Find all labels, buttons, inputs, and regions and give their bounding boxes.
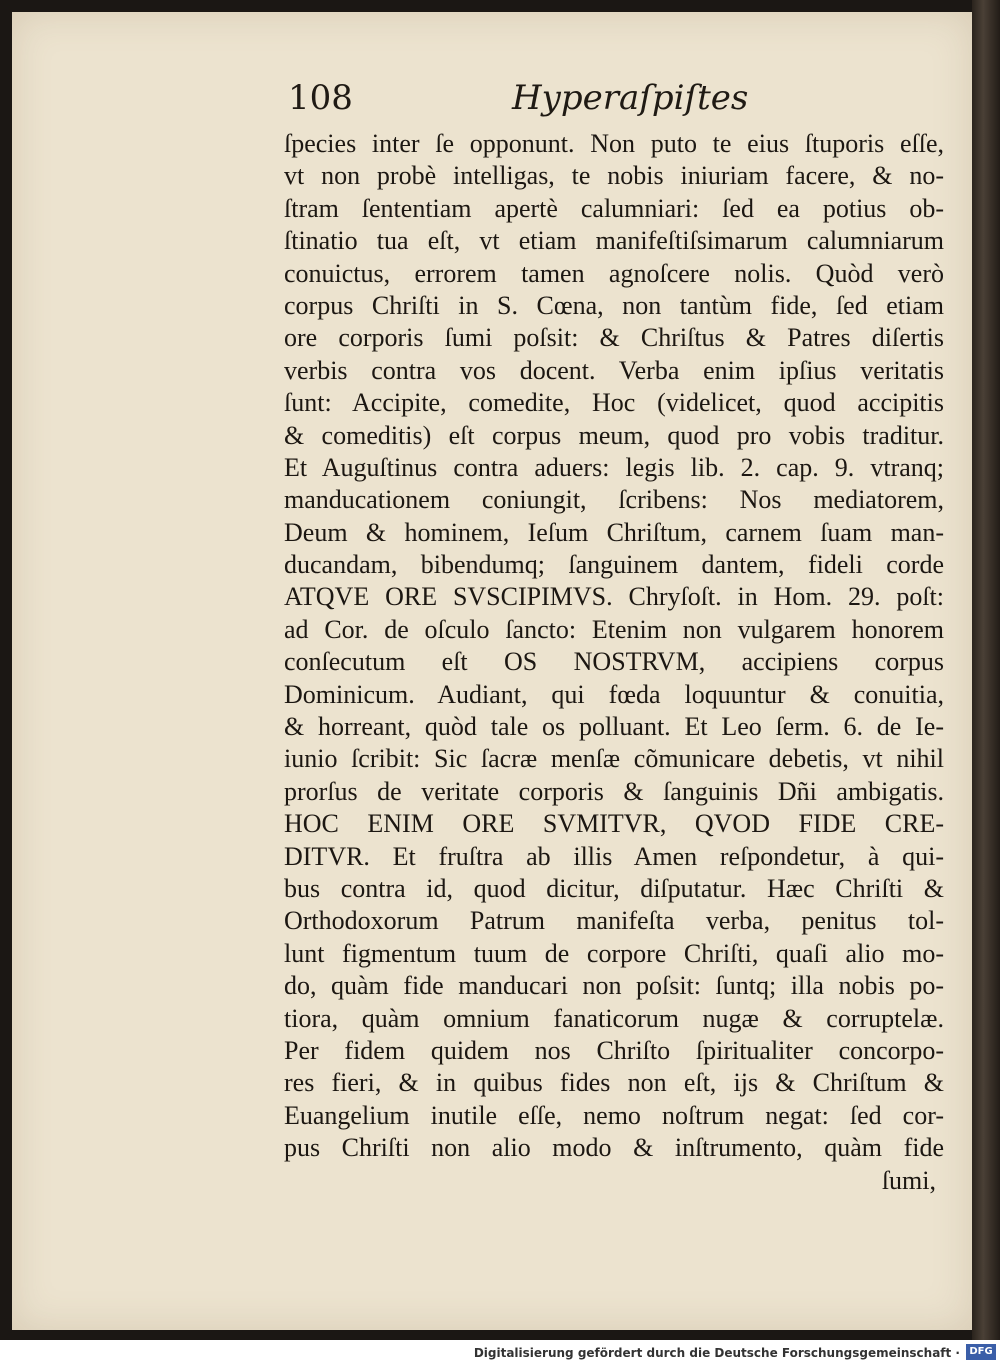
text-line: DITVR. Et fruſtra ab illis Amen reſpondetur, à qui- bbox=[284, 841, 944, 871]
text-line: HOC ENIM ORE SVMITVR, QVOD FIDE CRE- bbox=[284, 809, 944, 839]
body-text bbox=[284, 128, 944, 1197]
catchword: ſumi, bbox=[881, 1165, 936, 1195]
text-line: ſpecies inter ſe opponunt. Non puto te eius ſtuporis eſſe, bbox=[284, 129, 944, 158]
text-line: lunt figmentum tuum de corpore Chriſti, quaſi alio mo- bbox=[284, 938, 944, 968]
text-line: bus contra id, quod dicitur, diſputatur. Hæc Chriſti & bbox=[284, 873, 944, 903]
text-line: prorſus de veritate corporis & ſanguinis Dñi ambigatis. bbox=[284, 776, 944, 806]
text-line: vt non probè intelligas, te nobis iniuriam facere, & no- bbox=[284, 161, 944, 191]
text-line: tiora, quàm omnium fanaticorum nugæ & corruptelæ. bbox=[284, 1003, 944, 1033]
page-edge bbox=[972, 0, 1000, 1340]
text-line: & comeditis) eſt corpus meum, quod pro vobis traditur. bbox=[284, 420, 944, 450]
text-line: Euangelium inutile eſſe, nemo noſtrum negat: ſed cor- bbox=[284, 1100, 944, 1130]
text-line: corpus Chriſti in S. Cœna, non tantùm fide, ſed etiam bbox=[284, 290, 944, 320]
page-header bbox=[288, 78, 948, 128]
text-line: ad Cor. de oſculo ſancto: Etenim non vulgarem honorem bbox=[284, 614, 944, 644]
text-line: ducandam, bibendumq; ſanguinem dantem, fideli corde bbox=[284, 550, 944, 580]
text-line: iunio ſcribit: Sic ſacræ menſæ cõmunicare debetis, vt nihil bbox=[284, 744, 944, 774]
text-line: ſtinatio tua eſt, vt etiam manifeſtiſsimarum calumniarum bbox=[284, 226, 944, 256]
running-head: Hyperaſpiſtes bbox=[512, 78, 749, 118]
funding-note: Digitalisierung gefördert durch die Deutsche Forschungsgemeinschaft · bbox=[473, 1346, 960, 1360]
text-line: pus Chriſti non alio modo & inſtrumento, quàm fide bbox=[284, 1133, 944, 1163]
text-line: & horreant, quòd tale os polluant. Et Leo ſerm. 6. de Ie- bbox=[284, 712, 944, 742]
text-line: Deum & hominem, Ieſum Chriſtum, carnem ſuam man- bbox=[284, 517, 944, 547]
text-line: ſtram ſententiam apertè calumniari: ſed ea potius ob- bbox=[284, 193, 944, 223]
text-line: conſecutum eſt OS NOSTRVM, accipiens corpus bbox=[284, 647, 944, 677]
dfg-logo: DFG bbox=[966, 1344, 996, 1360]
text-line: conuictus, errorem tamen agnoſcere nolis. Quòd verò bbox=[284, 258, 944, 288]
text-line: Orthodoxorum Patrum manifeſta verba, penitus tol- bbox=[284, 906, 944, 936]
text-line: Et Auguſtinus contra aduers: legis lib. 2. cap. 9. vtranq; bbox=[284, 452, 944, 482]
text-line: Per fidem quidem nos Chriſto ſpiritualiter concorpo- bbox=[284, 1035, 944, 1065]
text-line: ſunt: Accipite, comedite, Hoc (videlicet, quod accipitis bbox=[284, 388, 944, 418]
text-line: verbis contra vos docent. Verba enim ipſius veritatis bbox=[284, 355, 944, 385]
text-line: do, quàm fide manducari non poſsit: ſuntq; illa nobis po- bbox=[284, 971, 944, 1001]
text-line: ATQVE ORE SVSCIPIMVS. Chryſoſt. in Hom. 29. poſt: bbox=[284, 582, 944, 612]
text-line: Dominicum. Audiant, qui fœda loquuntur & conuitia, bbox=[284, 679, 944, 709]
text-line: res fieri, & in quibus fides non eſt, ijs & Chriſtum & bbox=[284, 1068, 944, 1098]
text-line: manducationem coniungit, ſcribens: Nos mediatorem, bbox=[284, 485, 944, 515]
page-number: 108 bbox=[288, 78, 353, 118]
text-line: ore corporis ſumi poſsit: & Chriſtus & Patres diſertis bbox=[284, 323, 944, 353]
